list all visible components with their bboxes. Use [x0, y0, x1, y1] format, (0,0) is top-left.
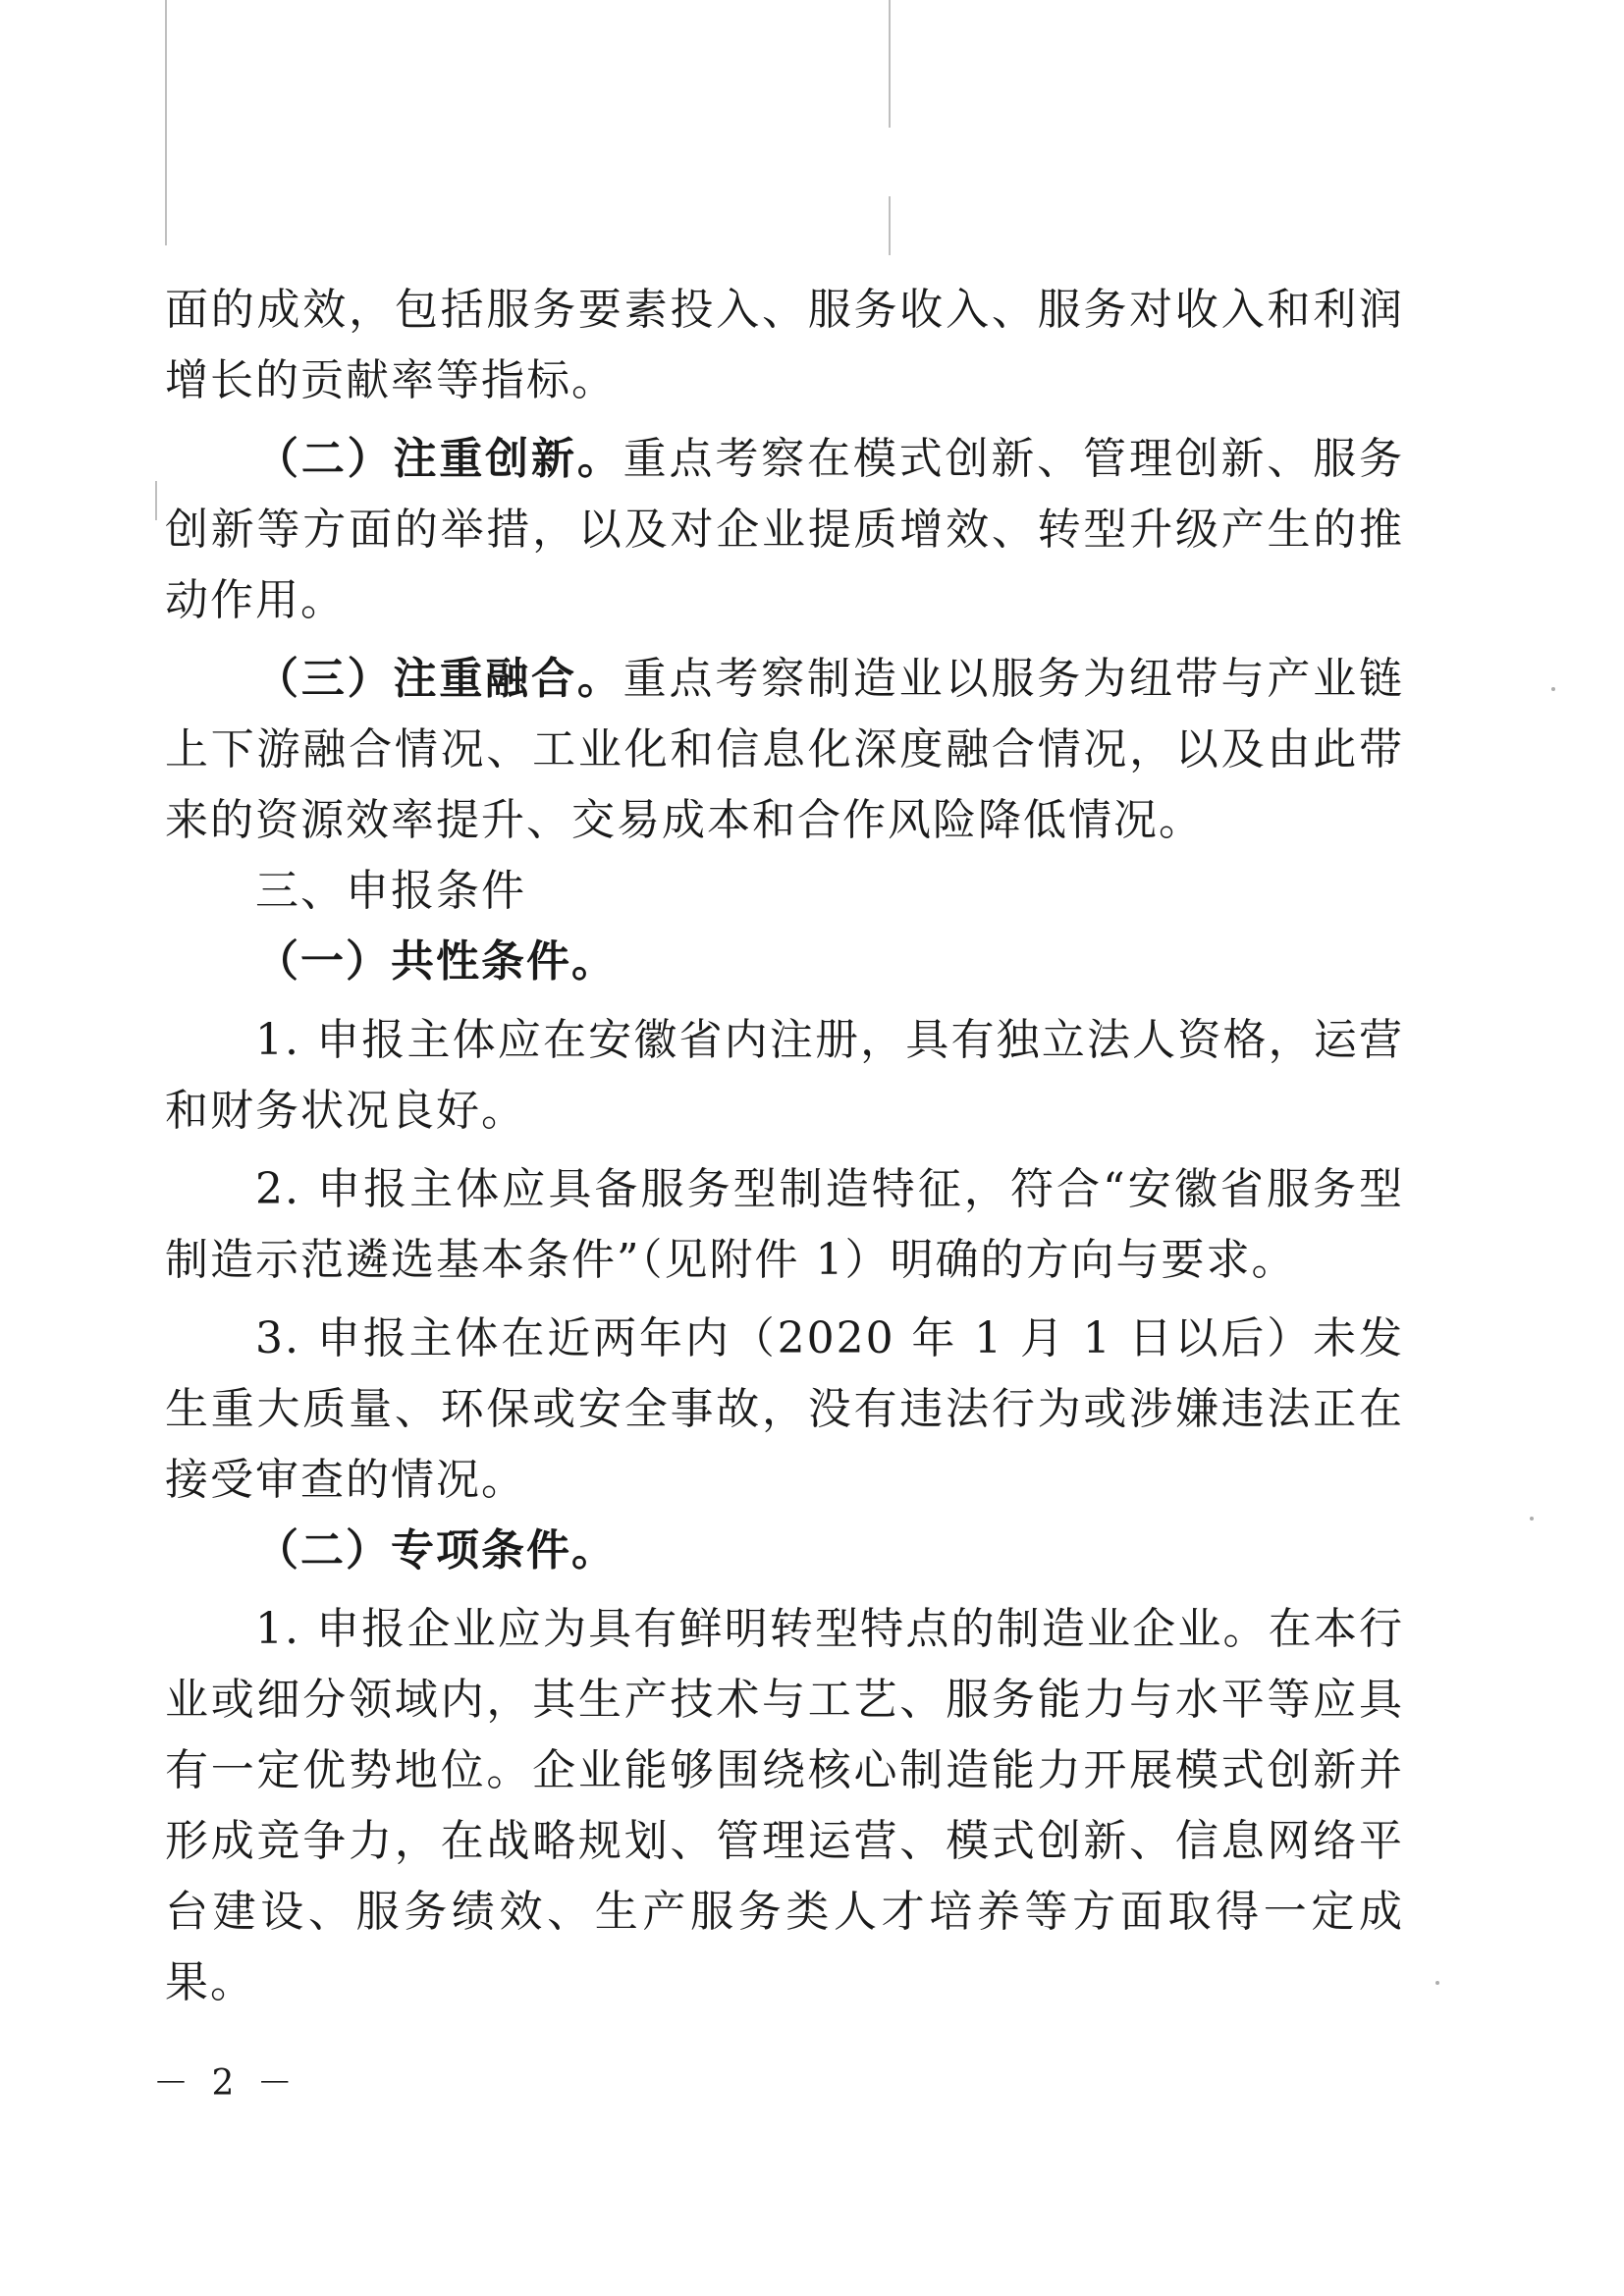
- heading-text: （一）共性条件。: [255, 936, 617, 987]
- scan-artifact-line: [889, 0, 891, 128]
- document-body: [165, 267, 1404, 2018]
- paragraph-text: 1. 申报企业应为具有鲜明转型特点的制造业企业。在本行业或细分领域内，其生产技术与工艺、服务能力与水平等应具有一定优势地位。企业能够围绕核心制造能力开展模式创新并形成竞争力，在战略规划、管理运营、模式创新、信息网络平台建设、服务绩效、生产服务类人才培养等方面取得一定成果。: [165, 1604, 1404, 2007]
- paragraph-text: 重点考察在模式创新、管理创新、服务创新等方面的举措，以及对企业提质增效、转型升级产生的推动作用。: [165, 434, 1405, 625]
- paragraph-special-condition-1: [165, 1594, 1404, 2018]
- scan-artifact-dot: [1435, 1981, 1439, 1985]
- paragraph-lead: （三）注重融合。: [255, 654, 623, 704]
- heading-text: 三、申报条件: [255, 866, 526, 916]
- scan-artifact-line: [155, 481, 157, 520]
- heading-text: （二）专项条件。: [255, 1525, 617, 1575]
- paragraph-text: 2. 申报主体应具备服务型制造特征，符合“安徽省服务型制造示范遴选基本条件”（见附件 1）明确的方向与要求。: [165, 1164, 1404, 1285]
- paragraph-text: 1. 申报主体应在安徽省内注册，具有独立法人资格，运营和财务状况良好。: [165, 1015, 1404, 1136]
- scan-artifact-line: [889, 196, 891, 255]
- subheading-special-conditions: [165, 1516, 1404, 1586]
- paragraph-text: 重点考察制造业以服务为纽带与产业链上下游融合情况、工业化和信息化深度融合情况，以及由此带来的资源效率提升、交易成本和合作风险降低情况。: [165, 654, 1405, 845]
- paragraph-integration: [165, 644, 1404, 856]
- section-heading-application-conditions: [165, 856, 1404, 927]
- subheading-common-conditions: [165, 927, 1404, 997]
- paragraph-lead: （二）注重创新。: [255, 434, 623, 484]
- paragraph-condition-3: [165, 1304, 1404, 1516]
- paragraph-condition-1: [165, 1005, 1404, 1147]
- scan-artifact-dot: [1551, 687, 1555, 691]
- paragraph-innovation: [165, 424, 1404, 636]
- paragraph-text: 面的成效，包括服务要素投入、服务收入、服务对收入和利润增长的贡献率等指标。: [165, 285, 1404, 405]
- scan-artifact-dot: [1530, 1517, 1534, 1521]
- paragraph-text: 3. 申报主体在近两年内（2020 年 1 月 1 日以后）未发生重大质量、环保或安全事故，没有违法行为或涉嫌违法正在接受审查的情况。: [165, 1313, 1404, 1505]
- paragraph-condition-2: [165, 1154, 1404, 1296]
- scan-artifact-line: [165, 0, 167, 245]
- page-number: － 2 －: [153, 2063, 298, 2104]
- paragraph-performance-cont: [165, 275, 1404, 416]
